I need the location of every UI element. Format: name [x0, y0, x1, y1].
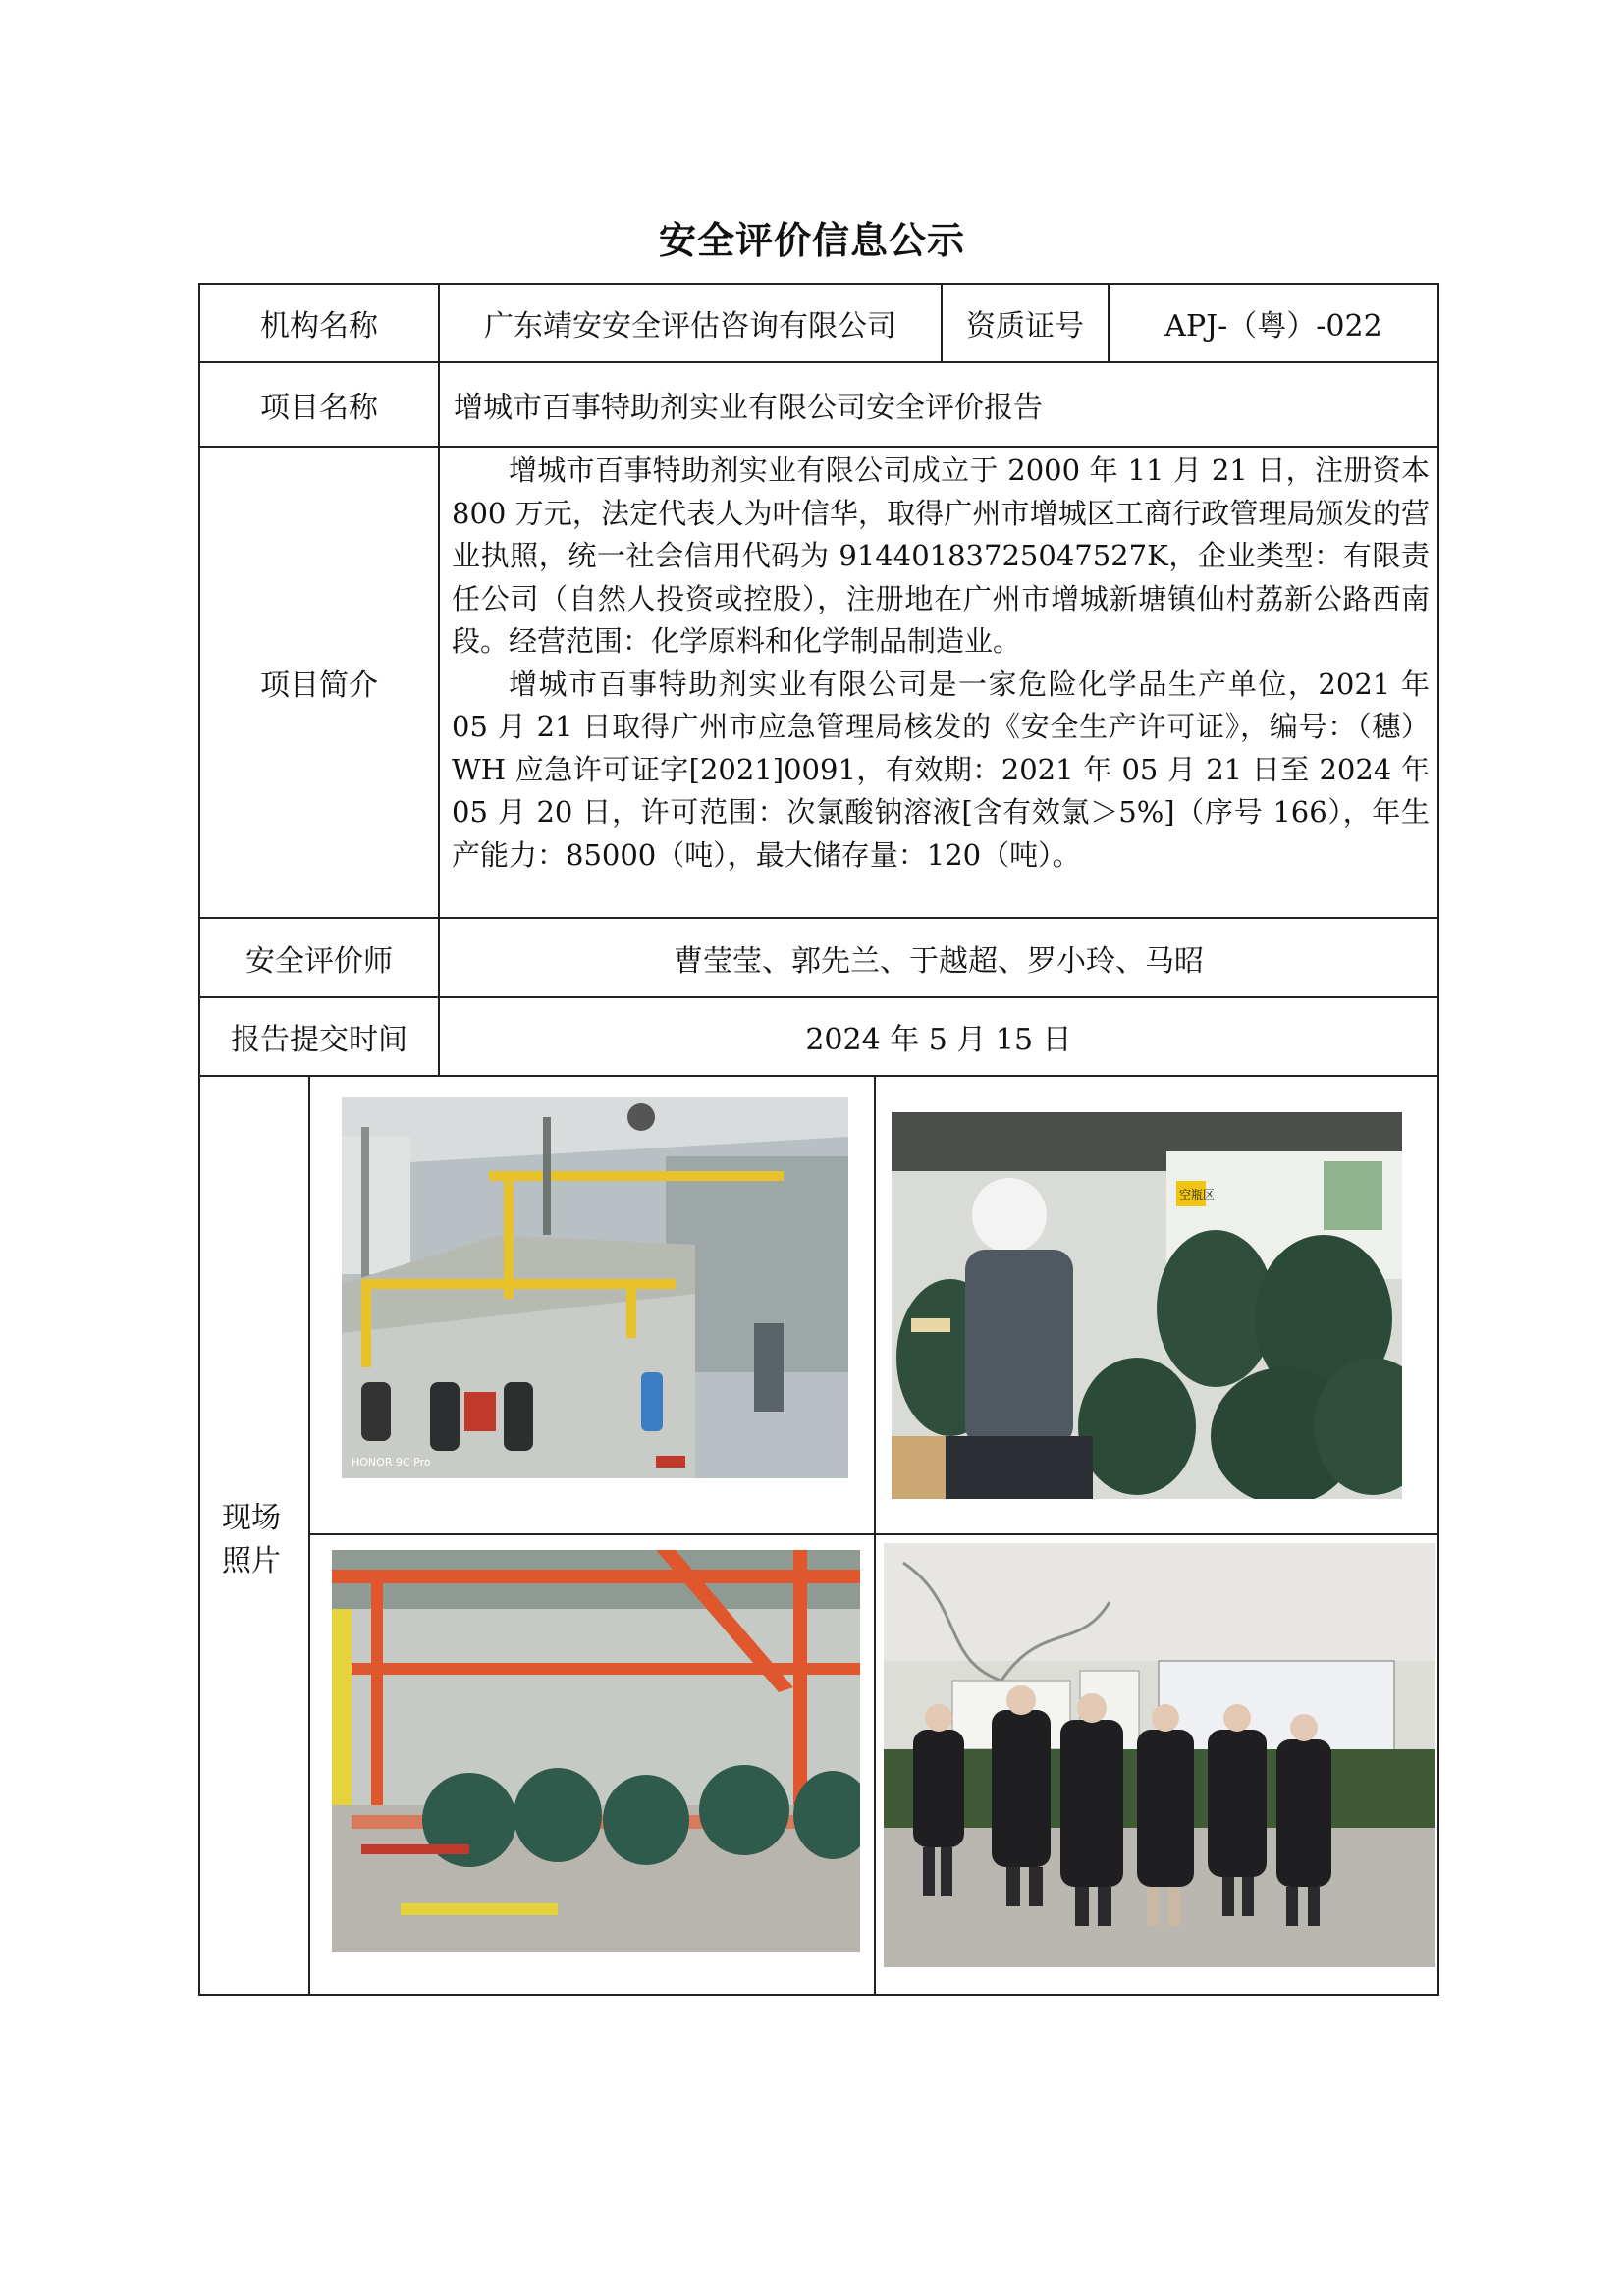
photo-label-divider — [308, 1075, 310, 1996]
site-photo-equipment — [342, 1097, 848, 1478]
cert-label: 资质证号 — [966, 309, 1084, 344]
page-title: 安全评价信息公示 — [658, 219, 965, 262]
intro-paragraph-2: 增城市百事特助剂实业有限公司是一家危险化学品生产单位，2021 年 05 月 21 日取得广州市应急管理局核发的《安全生产许可证》，编号：（穗）WH 应急许可证字[2021]0091，有效期：2021 年 05 月 21 日至 2024 年 05 月 20 日，许可范围：次氯酸钠溶液[含有效氯＞5%]（序号 166），年生产能力：85000（吨），最大储存量：120（吨）。 — [452, 667, 1430, 872]
project-intro-text — [452, 450, 1430, 877]
photo-column-divider — [874, 1075, 876, 1996]
submit-time-value: 2024 年 5 月 15 日 — [805, 1023, 1072, 1057]
submit-time-label: 报告提交时间 — [231, 1023, 407, 1057]
photos-label — [222, 1497, 281, 1583]
photos-label-text: 现场照片 — [222, 1501, 281, 1578]
camera-watermark: HONOR 9C Pro — [352, 1456, 431, 1468]
assessors-label: 安全评价师 — [245, 943, 393, 979]
project-intro-label: 项目简介 — [260, 668, 378, 703]
org-value: 广东靖安安全评估咨询有限公司 — [484, 309, 896, 344]
cert-value: APJ-（粤）-022 — [1164, 309, 1382, 344]
site-photo-inspection — [892, 1112, 1402, 1499]
project-name-value: 增城市百事特助剂实业有限公司安全评价报告 — [454, 391, 1043, 425]
assessors-value: 曹莹莹、郭先兰、于越超、罗小玲、马昭 — [674, 943, 1204, 979]
row-divider — [198, 1075, 1439, 1077]
intro-paragraph-1: 增城市百事特助剂实业有限公司成立于 2000 年 11 月 21 日，注册资本 800 万元，法定代表人为叶信华，取得广州市增城区工商行政管理局颁发的营业执照，统一社会信用代码为 91440183725047527K，企业类型：有限责任公司（自然人投资或控股），注册地在广州市增城新塘镇仙村荔新公路西南段。经营范围：化学原料和化学制品制造业。 — [452, 454, 1430, 658]
org-label: 机构名称 — [260, 309, 378, 344]
project-name-label: 项目名称 — [260, 391, 378, 425]
site-photo-storage — [332, 1550, 860, 1952]
site-photo-team — [884, 1543, 1435, 1967]
area-sign: 空瓶区 — [1179, 1188, 1216, 1201]
